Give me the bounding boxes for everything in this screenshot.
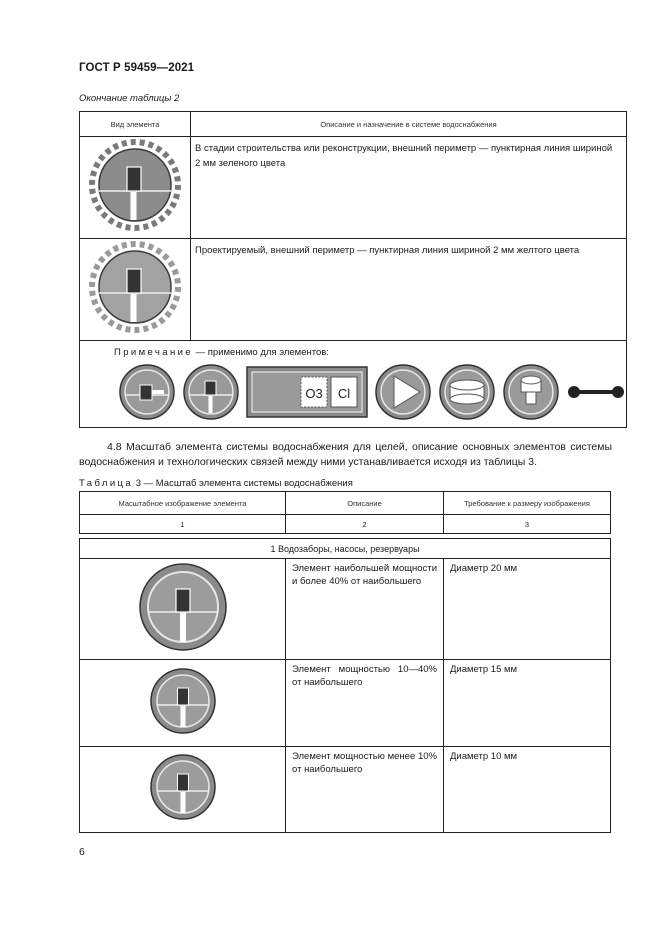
table3-col-number: 2	[286, 515, 444, 534]
table2-continuation-caption: Окончание таблицы 2	[79, 93, 180, 104]
table2-note-row	[80, 341, 627, 428]
element-large-icon	[138, 562, 228, 652]
note-icons-row	[80, 358, 626, 421]
table2-row-image-cell	[80, 137, 191, 239]
table3-number-row	[80, 515, 611, 534]
table3-row	[80, 559, 611, 660]
table3-row-description: Элемент мощностью 10—40% от наибольшего	[286, 660, 444, 747]
pipeline-connection-icon	[566, 372, 626, 412]
table2-header-row	[80, 112, 627, 137]
document-header: ГОСТ Р 59459—2021	[79, 62, 195, 74]
table3-col-header-size: Требование к размеру изображения	[444, 492, 611, 515]
table3-row-description: Элемент наибольшей мощности и более 40% от наибольшего	[286, 559, 444, 660]
table-3	[79, 491, 611, 833]
valve-element-icon	[374, 363, 432, 421]
table3-row-image-cell	[80, 660, 286, 747]
table3-section-row	[80, 539, 611, 559]
table3-row-size: Диаметр 10 мм	[444, 747, 611, 833]
table-2	[79, 111, 627, 428]
element-medium-icon	[149, 667, 217, 735]
table3-row-image-cell	[80, 747, 286, 833]
ozone-label: О3	[305, 386, 323, 401]
table3-col-number: 1	[80, 515, 286, 534]
table3-caption-rest: 3 — Масштаб элемента системы водоснабжения	[133, 478, 353, 489]
table2-note-cell	[80, 341, 627, 428]
table3-header-row	[80, 492, 611, 515]
table3-col-header-description: Описание	[286, 492, 444, 515]
table3-row	[80, 747, 611, 833]
table2-col-header-view: Вид элемента	[80, 112, 191, 137]
pump-element-icon	[118, 363, 176, 421]
table3-col-header-image: Масштабное изображение элемента	[80, 492, 286, 515]
table3-row-image-cell	[80, 559, 286, 660]
treatment-station-icon	[246, 363, 368, 421]
table2-note	[80, 341, 626, 358]
table3-row-size: Диаметр 20 мм	[444, 559, 611, 660]
table3-col-number: 3	[444, 515, 611, 534]
intake-element-icon	[182, 363, 240, 421]
table2-row-image-cell	[80, 239, 191, 341]
note-label: Примечание	[114, 347, 193, 358]
element-small-icon	[149, 753, 217, 821]
table3-caption	[79, 478, 353, 489]
dashed-perimeter-element-icon	[87, 239, 183, 335]
paragraph-4-8: 4.8 Масштаб элемента системы водоснабжения для целей, описание основных элементов системы водоснабжения и технологических связей между ними устанавливается исходя из таблицы 3.	[79, 441, 612, 468]
page-number: 6	[79, 846, 85, 858]
dashed-perimeter-element-icon	[87, 137, 183, 233]
chlorine-label: Cl	[337, 386, 351, 401]
table3-caption-label: Таблица	[79, 478, 134, 489]
table2-row	[80, 137, 627, 239]
table2-row-description: В стадии строительства или реконструкции, внешний периметр — пунктирная линия шириной 2 мм зеленого цвета	[191, 137, 627, 239]
table3-row	[80, 660, 611, 747]
note-text: — применимо для элементов:	[193, 347, 329, 358]
table2-row-description: Проектируемый, внешний периметр — пунктирная линия шириной 2 мм желтого цвета	[191, 239, 627, 341]
table3-row-description: Элемент мощностью менее 10% от наибольшего	[286, 747, 444, 833]
table2-col-header-description: Описание и назначение в системе водоснабжения	[191, 112, 627, 137]
table3-section-title: 1 Водозаборы, насосы, резервуары	[80, 539, 611, 559]
water-tower-element-icon	[502, 363, 560, 421]
table2-row	[80, 239, 627, 341]
table3-row-size: Диаметр 15 мм	[444, 660, 611, 747]
reservoir-element-icon	[438, 363, 496, 421]
